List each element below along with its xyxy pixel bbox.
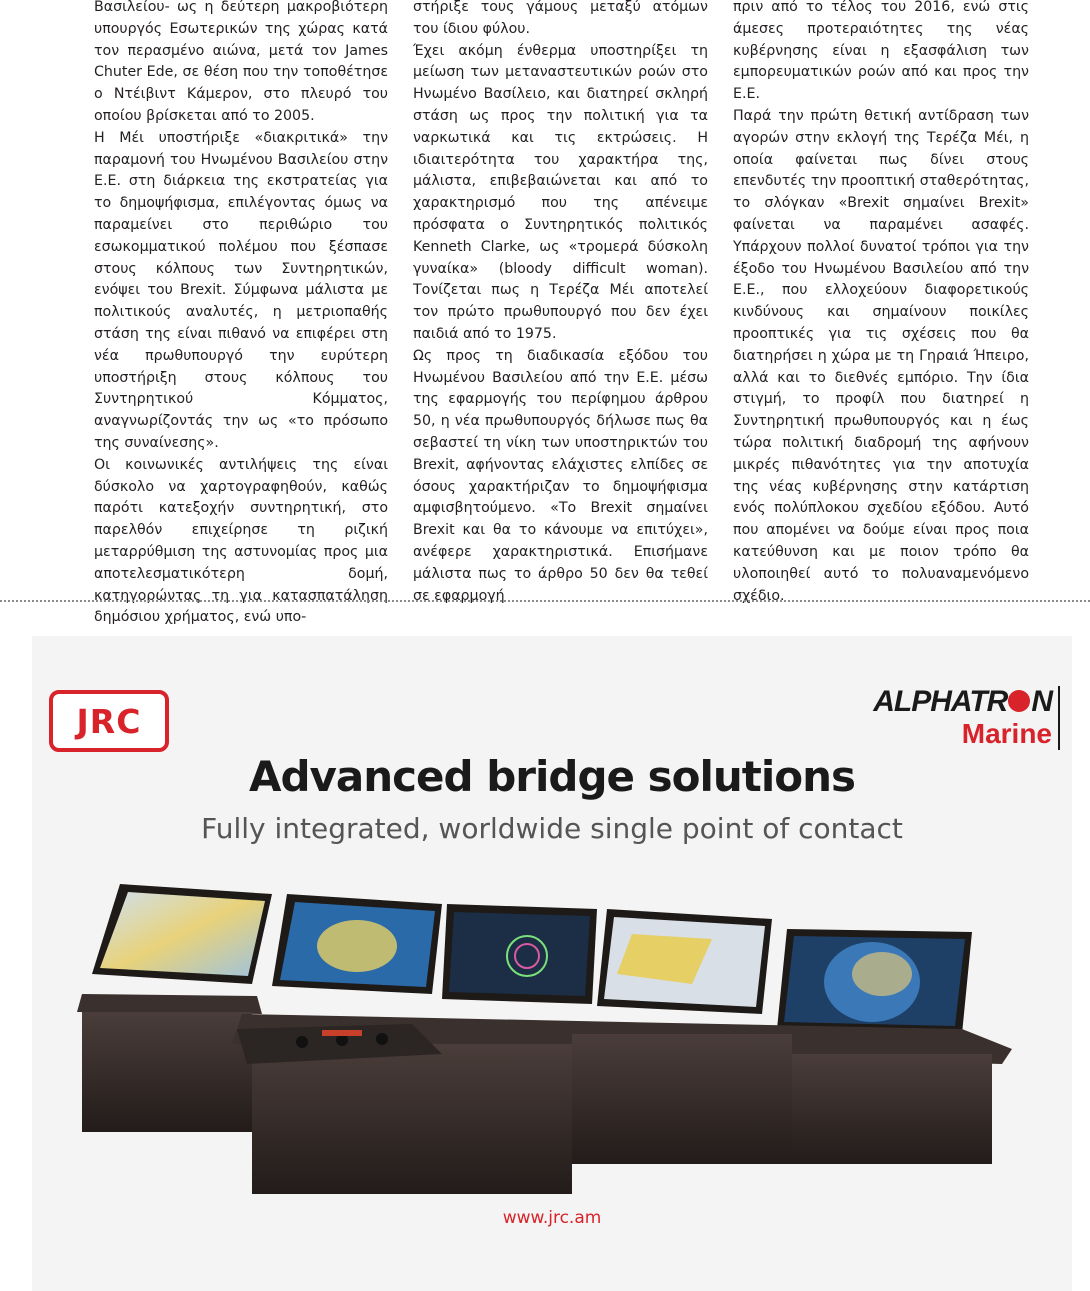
jrc-logo <box>49 690 169 752</box>
article-column-3 <box>733 0 1029 607</box>
alphatron-marine-text: Marine <box>873 718 1060 750</box>
paragraph: Βασιλείου- ως η δεύτερη μακροβιότερη υπουργός Εσωτερικών της χώρας κατά τον περασμένο αιώνα, μετά τον James Chuter Ede, σε θέση που την τοποθέτησε ο Ντέιβιντ Κάμερον, στο πλευρό του οποίου βρίσκεται από το 2005. <box>94 0 388 124</box>
alphatron-wordmark: ALPHATR N <box>873 686 1060 718</box>
bridge-console-image <box>72 864 1032 1204</box>
console-screen-4 <box>597 909 772 1014</box>
paragraph: Η Μέι υποστήριξε «διακριτικά» την παραμονή του Ηνωμένου Βασιλείου στην Ε.Ε. στη διάρκεια της εκστρατείας για το δημοψήφισμα, επιλέγοντας όμως να παραμείνει στο περιθώριο του εσωκομματικού πολέμου που ξέσπασε στους κόλπους των Συντηρητικών, ενόψει του Brexit. Σύμφωνα μάλιστα με πολιτικούς αναλυτές, η μετριοπαθής στάση της είναι πιθανό να επιφέρει στη νέα πρωθυπουργό την ευρύτερη υποστήριξη στους κόλπους του Συντηρητικού Κόμματος, αναγνωρίζοντάς την ως «το πρόσωπο της συναίνεσης». <box>94 129 388 451</box>
paragraph: Οι κοινωνικές αντιλήψεις της είναι δύσκολο να χαρτογραφηθούν, καθώς παρότι κατεξοχήν συντηρητική, στο παρελθόν επιχείρησε τη ριζική μεταρρύθμιση της αστυνομίας προς μια αποτελεσματικότερη δομή, κατηγορώντας τη για κατασπατάληση δημόσιου χρήματος, ενώ υπο- <box>94 456 388 626</box>
alphatron-marine-logo <box>873 686 1060 750</box>
jrc-logo-text: JRC <box>76 701 142 741</box>
ad-subline: Fully integrated, worldwide single point of contact <box>201 812 903 845</box>
console-screen-5 <box>777 929 972 1034</box>
ad-url-link[interactable]: www.jrc.am <box>502 1208 602 1228</box>
console-left-wing <box>77 884 272 1132</box>
alphatron-o-dot-icon <box>1008 690 1030 712</box>
paragraph: Παρά την πρώτη θετική αντίδραση των αγορών στην εκλογή της Τερέζα Μέι, η οποία φαίνεται πως δίνει στους επενδυτές την προοπτική σταθερότητας, το σλόγκαν «Brexit σημαίνει Brexit» φαίνεται να παραμένει ασαφές. Υπάρχουν πολλοί δυνατοί τρόποι για την έξοδο του Ηνωμένου Βασιλείου από την Ε.Ε., που ελλοχεύουν διαφορετικούς κινδύνους και σημαίνουν ποικίλες προοπτικές για τις σχέσεις που θα διατηρήσει η χώρα με τη Γηραιά Ήπειρο, αλλά και το διεθνές εμπόριο. Την ίδια στιγμή, το προφίλ που διατηρεί η Συντηρητική πρωθυπουργός και η έως τώρα πολιτική διαδρομή της αφήνουν μικρές πιθανότητες για την αποτυχία της νέας κυβέρνησης στην κατάρτιση ενός πολύπλοκου σχεδίου εξόδου. Αυτό που απομένει να δούμε είναι προς ποια κατεύθυνση και με ποιον τρόπο θα υλοποιηθεί αυτό το πολυαναμενόμενο σχέδιο. <box>733 107 1029 604</box>
paragraph: πριν από το τέλος του 2016, ενώ στις άμεσες προτεραιότητες της νέας κυβέρνησης είναι η εξασφάλιση των εμπορευματικών ροών από και προς την Ε.Ε. <box>733 0 1029 103</box>
advertisement <box>32 636 1072 1291</box>
paragraph: στήριξε τους γάμους μεταξύ ατόμων του ίδιου φύλου. <box>413 0 708 37</box>
ad-headline: Advanced bridge solutions <box>248 752 856 801</box>
console-desk <box>232 1014 1012 1194</box>
article-column-1 <box>94 0 388 629</box>
paragraph: Έχει ακόμη ένθερμα υποστηρίξει τη μείωση των μεταναστευτικών ροών στο Ηνωμένο Βασίλειο, και διατηρεί σκληρή στάση ως προς την πολιτική για τα ναρκωτικά και τις εκτρώσεις. Η ιδιαιτερότητα του χαρακτήρα της, μάλιστα, επιβεβαιώνεται και από το χαρακτηρισμό που της απένειμε πρόσφατα ο Συντηρητικός πολιτικός Kenneth Clarke, ως «τρομερά δύσκολη γυναίκα» (bloody difficult woman). Τονίζεται πως η Τερέζα Μέι αποτελεί τον πρώτο πρωθυπουργό που δεν έχει παιδιά από το 1975. <box>413 42 708 342</box>
console-screen-2 <box>272 894 442 994</box>
dotted-divider <box>0 600 1090 602</box>
paragraph: Ως προς τη διαδικασία εξόδου του Ηνωμένου Βασιλείου από την Ε.Ε. μέσω της εφαρμογής του περίφημου άρθρου 50, η νέα πρωθυπουργός δήλωσε πως θα σεβαστεί τη νίκη των υποστηρικτών του Brexit, αφήνοντας ελάχιστες ελπίδες σε όσους χαρακτήριζαν το δημοψήφισμα αμφισβητούμενο. «Το Brexit σημαίνει Brexit και θα το κάνουμε να επιτύχει», ανέφερε χαρακτηριστικά. Επισήμανε μάλιστα πως το άρθρο 50 δεν θα τεθεί σε εφαρμογή <box>413 347 708 604</box>
article-column-2 <box>413 0 708 607</box>
console-screen-3 <box>442 904 597 1004</box>
